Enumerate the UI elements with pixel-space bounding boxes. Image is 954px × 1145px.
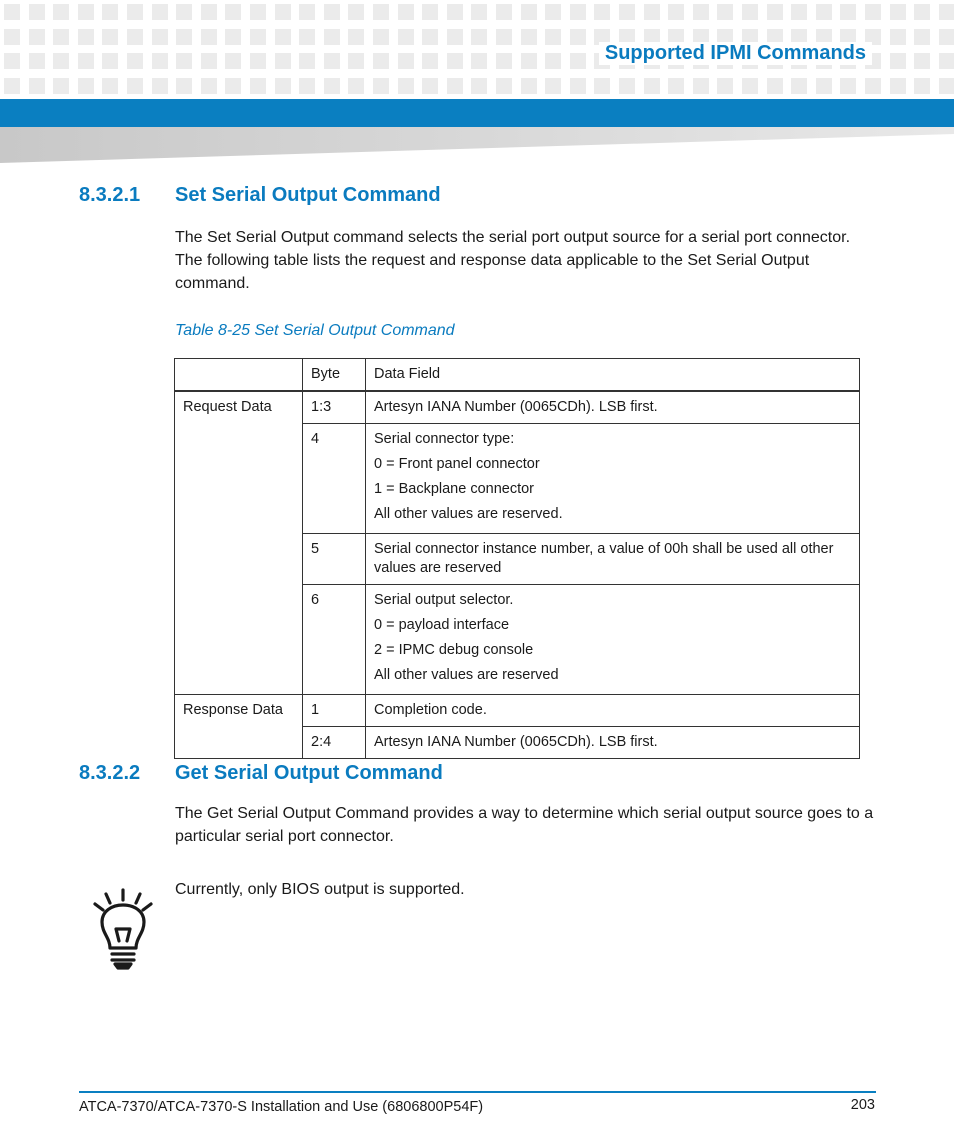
pattern-square <box>619 4 635 20</box>
pattern-square <box>521 53 537 69</box>
pattern-square <box>447 4 463 20</box>
pattern-square <box>545 78 561 94</box>
pattern-square <box>865 4 881 20</box>
pattern-square <box>398 53 414 69</box>
pattern-square <box>250 4 266 20</box>
pattern-square <box>816 4 832 20</box>
pattern-square <box>299 4 315 20</box>
data-field-line: 1 = Backplane connector <box>374 481 535 497</box>
pattern-square <box>152 4 168 20</box>
data-field-cell <box>366 727 860 759</box>
pattern-square <box>152 53 168 69</box>
pattern-square <box>840 4 856 20</box>
pattern-square <box>914 53 930 69</box>
pattern-square <box>127 4 143 20</box>
pattern-square <box>201 78 217 94</box>
pattern-square <box>176 29 192 45</box>
pattern-square <box>373 4 389 20</box>
pattern-square <box>594 4 610 20</box>
pattern-square <box>299 29 315 45</box>
pattern-square <box>348 4 364 20</box>
pattern-square <box>914 4 930 20</box>
pattern-square <box>78 29 94 45</box>
pattern-square <box>398 4 414 20</box>
data-field-line: 0 = payload interface <box>374 617 510 633</box>
section-title: Set Serial Output Command <box>175 184 441 206</box>
pattern-square <box>348 29 364 45</box>
pattern-square <box>717 78 733 94</box>
pattern-square <box>693 4 709 20</box>
table-header-cell: Byte <box>303 359 366 392</box>
pattern-square <box>53 29 69 45</box>
pattern-square <box>225 4 241 20</box>
pattern-square <box>939 29 954 45</box>
pattern-square <box>275 53 291 69</box>
data-field-line: Serial connector type: <box>374 431 515 447</box>
pattern-square <box>275 78 291 94</box>
data-field-cell <box>366 424 860 534</box>
pattern-square <box>471 4 487 20</box>
lightbulb-icon <box>90 886 156 972</box>
pattern-square <box>225 78 241 94</box>
byte-cell: 4 <box>303 424 366 534</box>
data-field-cell <box>366 585 860 695</box>
pattern-square <box>152 78 168 94</box>
pattern-square <box>250 78 266 94</box>
pattern-square <box>348 78 364 94</box>
pattern-square <box>644 78 660 94</box>
pattern-square <box>816 78 832 94</box>
data-field-line: Serial output selector. <box>374 592 514 608</box>
pattern-square <box>78 4 94 20</box>
pattern-square <box>644 4 660 20</box>
pattern-square <box>53 78 69 94</box>
pattern-square <box>4 53 20 69</box>
pattern-square <box>668 4 684 20</box>
data-field-cell <box>366 695 860 727</box>
pattern-square <box>890 4 906 20</box>
pattern-square <box>693 78 709 94</box>
pattern-square <box>939 4 954 20</box>
pattern-square <box>324 78 340 94</box>
pattern-square <box>398 78 414 94</box>
table-row <box>175 391 860 424</box>
pattern-square <box>496 53 512 69</box>
pattern-square <box>29 29 45 45</box>
pattern-square <box>299 78 315 94</box>
pattern-square <box>447 78 463 94</box>
pattern-square <box>102 29 118 45</box>
data-field-line: Completion code. <box>374 702 487 718</box>
pattern-square <box>29 4 45 20</box>
running-header-title: Supported IPMI Commands <box>599 42 872 65</box>
pattern-square <box>78 78 94 94</box>
section-title: Get Serial Output Command <box>175 762 443 784</box>
pattern-square <box>102 78 118 94</box>
pattern-square <box>570 29 586 45</box>
pattern-square <box>791 4 807 20</box>
pattern-square <box>53 4 69 20</box>
pattern-square <box>373 78 389 94</box>
note-text: Currently, only BIOS output is supported. <box>175 881 465 898</box>
pattern-square <box>176 78 192 94</box>
data-field-cell <box>366 534 860 585</box>
pattern-square <box>717 4 733 20</box>
pattern-square <box>890 78 906 94</box>
pattern-square <box>275 29 291 45</box>
pattern-square <box>865 78 881 94</box>
pattern-square <box>791 78 807 94</box>
pattern-square <box>521 78 537 94</box>
pattern-square <box>570 78 586 94</box>
pattern-square <box>201 53 217 69</box>
pattern-square <box>4 29 20 45</box>
pattern-square <box>225 29 241 45</box>
pattern-square <box>422 53 438 69</box>
table-header-cell <box>175 359 303 392</box>
pattern-square <box>545 53 561 69</box>
header-blue-bar <box>0 99 954 127</box>
data-field-line: All other values are reserved. <box>374 506 563 522</box>
pattern-square <box>324 4 340 20</box>
table-caption: Table 8-25 Set Serial Output Command <box>175 322 455 339</box>
pattern-square <box>496 29 512 45</box>
byte-cell: 5 <box>303 534 366 585</box>
data-field-line: 0 = Front panel connector <box>374 456 540 472</box>
pattern-square <box>225 53 241 69</box>
section-heading-8-3-2-1 <box>79 184 441 207</box>
pattern-square <box>447 53 463 69</box>
pattern-square <box>471 78 487 94</box>
byte-cell: 1 <box>303 695 366 727</box>
pattern-square <box>914 29 930 45</box>
pattern-square <box>29 53 45 69</box>
byte-cell: 6 <box>303 585 366 695</box>
pattern-square <box>668 78 684 94</box>
pattern-square <box>742 78 758 94</box>
pattern-square <box>914 78 930 94</box>
pattern-square <box>939 53 954 69</box>
pattern-square <box>4 78 20 94</box>
pattern-square <box>127 78 143 94</box>
pattern-square <box>348 53 364 69</box>
pattern-square <box>250 53 266 69</box>
pattern-square <box>521 4 537 20</box>
pattern-square <box>890 29 906 45</box>
byte-cell: 2:4 <box>303 727 366 759</box>
pattern-square <box>53 53 69 69</box>
pattern-square <box>398 29 414 45</box>
data-field-line: All other values are reserved <box>374 667 559 683</box>
data-field-line: 2 = IPMC debug console <box>374 642 534 658</box>
data-field-line: Artesyn IANA Number (0065CDh). LSB first. <box>374 734 658 750</box>
pattern-square <box>447 29 463 45</box>
pattern-square <box>742 4 758 20</box>
data-field-line: Serial connector instance number, a value of 00h shall be used all other values are reserved <box>374 541 834 576</box>
pattern-square <box>102 4 118 20</box>
section-intro: The Set Serial Output command selects the serial port output source for a serial port connector. The following table lists the request and response data applicable to the Set Serial Output command. <box>175 229 851 292</box>
pattern-square <box>78 53 94 69</box>
data-field-line: Artesyn IANA Number (0065CDh). LSB first. <box>374 399 658 415</box>
pattern-square <box>545 29 561 45</box>
set-serial-output-table <box>174 358 860 759</box>
row-group-label: Response Data <box>175 695 303 759</box>
page-number: 203 <box>850 1097 875 1113</box>
pattern-square <box>4 4 20 20</box>
pattern-square <box>496 4 512 20</box>
pattern-square <box>840 78 856 94</box>
pattern-square <box>275 4 291 20</box>
footer-rule <box>79 1091 876 1093</box>
pattern-square <box>152 29 168 45</box>
pattern-square <box>471 29 487 45</box>
section-number: 8.3.2.2 <box>79 762 141 784</box>
table-row <box>175 695 860 727</box>
pattern-square <box>373 29 389 45</box>
table-header-cell: Data Field <box>366 359 860 392</box>
pattern-square <box>570 53 586 69</box>
data-field-cell <box>366 391 860 424</box>
pattern-square <box>767 78 783 94</box>
header-grey-wedge <box>0 127 954 163</box>
pattern-square <box>422 29 438 45</box>
pattern-square <box>545 4 561 20</box>
pattern-square <box>594 78 610 94</box>
pattern-square <box>250 29 266 45</box>
pattern-square <box>422 78 438 94</box>
table-header-row <box>175 359 860 392</box>
pattern-square <box>471 53 487 69</box>
pattern-square <box>890 53 906 69</box>
section-heading-8-3-2-2 <box>79 762 443 785</box>
pattern-square <box>201 4 217 20</box>
pattern-square <box>299 53 315 69</box>
section-number: 8.3.2.1 <box>79 184 141 206</box>
pattern-square <box>939 78 954 94</box>
pattern-square <box>29 78 45 94</box>
pattern-square <box>324 29 340 45</box>
pattern-square <box>102 53 118 69</box>
pattern-square <box>176 53 192 69</box>
pattern-square <box>767 4 783 20</box>
pattern-square <box>619 78 635 94</box>
pattern-square <box>201 29 217 45</box>
pattern-square <box>127 29 143 45</box>
pattern-square <box>422 4 438 20</box>
pattern-square <box>127 53 143 69</box>
footer-doc-title: ATCA-7370/ATCA-7370-S Installation and Use (6806800P54F) <box>79 1099 484 1115</box>
byte-cell: 1:3 <box>303 391 366 424</box>
pattern-square <box>373 53 389 69</box>
section-intro: The Get Serial Output Command provides a way to determine which serial output source goes to a particular serial port connector. <box>175 805 874 845</box>
pattern-square <box>570 4 586 20</box>
pattern-square <box>521 29 537 45</box>
pattern-square <box>324 53 340 69</box>
row-group-label: Request Data <box>175 391 303 695</box>
pattern-square <box>176 4 192 20</box>
pattern-square <box>496 78 512 94</box>
